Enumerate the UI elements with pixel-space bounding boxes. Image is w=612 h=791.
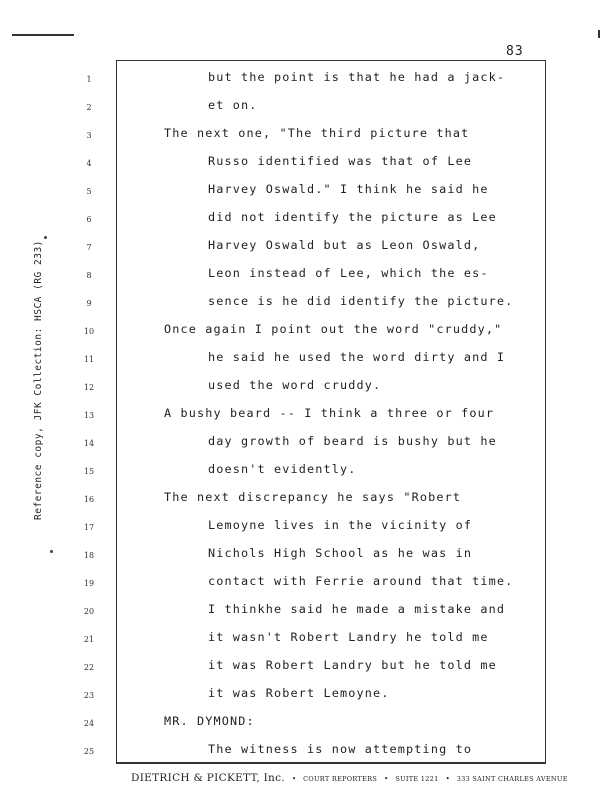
top-edge-rule (12, 34, 74, 36)
line-text: Once again I point out the word "cruddy," (164, 322, 503, 336)
line-number: 12 (83, 383, 95, 392)
line-text: A bushy beard -- I think a three or four (164, 406, 495, 420)
line-text: Leon instead of Lee, which the es- (208, 266, 489, 280)
line-number: 6 (86, 215, 92, 224)
line-number: 7 (86, 243, 92, 252)
line-text: sence is he did identify the picture. (208, 294, 514, 308)
line-text: contact with Ferrie around that time. (208, 574, 514, 588)
line-text: did not identify the picture as Lee (208, 210, 497, 224)
line-number: 17 (83, 523, 95, 532)
footer-address: 333 SAINT CHARLES AVENUE (456, 775, 568, 783)
line-number: 3 (86, 131, 92, 140)
line-number: 23 (83, 691, 95, 700)
line-number: 18 (83, 551, 95, 560)
line-text: but the point is that he had a jack- (208, 70, 506, 84)
line-number: 15 (83, 467, 95, 476)
line-text: I thinkhe said he made a mistake and (208, 602, 506, 616)
line-text: The next one, "The third picture that (164, 126, 470, 140)
line-text: Russo identified was that of Lee (208, 154, 473, 168)
line-text: et on. (208, 98, 258, 112)
scan-speck (50, 550, 53, 553)
line-number: 16 (83, 495, 95, 504)
line-number: 14 (83, 439, 95, 448)
line-text: it was Robert Lemoyne. (208, 686, 390, 700)
side-note-reference: Reference copy, JFK Collection: HSCA (RG 233) (33, 240, 44, 520)
line-number: 10 (83, 327, 95, 336)
footer-court-reporters: COURT REPORTERS (303, 775, 378, 783)
line-number: 11 (83, 355, 95, 364)
line-number: 2 (86, 103, 92, 112)
line-text: it wasn't Robert Landry he told me (208, 630, 489, 644)
line-text: it was Robert Landry but he told me (208, 658, 497, 672)
footer-bullet: • (384, 775, 389, 783)
line-number: 24 (83, 719, 95, 728)
line-text: doesn't evidently. (208, 462, 357, 476)
line-number: 20 (83, 607, 95, 616)
footer-bullet: • (445, 775, 450, 783)
line-number: 5 (86, 187, 92, 196)
footer-firm-name: DIETRICH & PICKETT, Inc. (131, 772, 285, 784)
line-number: 25 (83, 747, 95, 756)
line-number: 4 (86, 159, 92, 168)
transcript-frame-bottom (116, 762, 546, 764)
line-text: used the word cruddy. (208, 378, 382, 392)
line-number: 1 (86, 75, 92, 84)
line-number: 8 (86, 271, 92, 280)
line-text: Lemoyne lives in the vicinity of (208, 518, 473, 532)
scan-speck (44, 236, 47, 239)
page-number: 83 (506, 44, 524, 59)
line-number: 13 (83, 411, 95, 420)
line-number: 9 (86, 299, 92, 308)
footer-bullet: • (291, 775, 297, 783)
line-text: day growth of beard is bushy but he (208, 434, 497, 448)
footer-suite: SUITE 1221 (395, 775, 439, 783)
line-text: he said he used the word dirty and I (208, 350, 506, 364)
line-text: Nichols High School as he was in (208, 546, 473, 560)
corner-mark (598, 30, 600, 38)
line-text: Harvey Oswald but as Leon Oswald, (208, 238, 481, 252)
line-number: 21 (83, 635, 95, 644)
line-text: The witness is now attempting to (208, 742, 473, 756)
line-text: The next discrepancy he says "Robert (164, 490, 462, 504)
line-number: 22 (83, 663, 95, 672)
line-text: Harvey Oswald." I think he said he (208, 182, 489, 196)
line-number: 19 (83, 579, 95, 588)
footer-firm-info (131, 772, 568, 784)
line-text: MR. DYMOND: (164, 714, 255, 728)
